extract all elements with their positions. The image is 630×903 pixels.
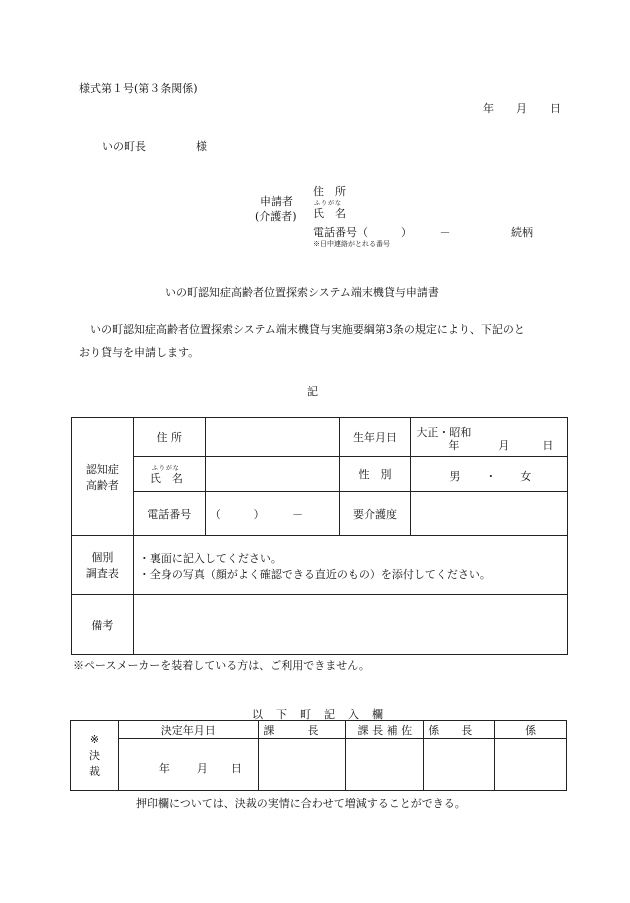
- applicant-relationship-label: 続柄: [511, 226, 533, 239]
- decision-day: 日: [230, 761, 242, 775]
- name-field[interactable]: [205, 457, 339, 492]
- date-year: 年: [483, 102, 494, 115]
- name-ruby: ふりがな: [151, 464, 180, 472]
- office-footnote: 押印欄については、決裁の実情に合わせて増減することができる。: [136, 797, 466, 810]
- care-level-label: 要介護度: [339, 492, 411, 536]
- pacemaker-note: ※ペースメーカーを装着している方は、ご利用できません。: [73, 659, 370, 672]
- office-use-heading: 以 下 町 記 入 欄: [252, 708, 384, 721]
- birth-year-label: 年: [448, 438, 460, 452]
- addressee-honorific: 様: [196, 140, 207, 153]
- staff-label: 係: [495, 721, 567, 739]
- care-level-field[interactable]: [411, 492, 568, 536]
- sub-chief-seal-field[interactable]: [424, 739, 495, 791]
- date-month: 月: [516, 102, 527, 115]
- deputy-chief-label: 課 長 補 佐: [346, 721, 424, 739]
- address-label: 住 所: [133, 418, 205, 457]
- sex-male[interactable]: 男: [449, 469, 461, 483]
- deputy-chief-seal-field[interactable]: [346, 739, 424, 791]
- remarks-label: 備考: [72, 595, 134, 655]
- decision-year: 年: [158, 761, 170, 775]
- decision-month: 月: [196, 761, 208, 775]
- applicant-phone-label: 電話番号（ ） －: [313, 226, 451, 239]
- birth-date-label: 生年月日: [339, 418, 411, 457]
- applicant-info-table: [71, 417, 568, 655]
- decision-date-label: 決定年月日: [118, 721, 258, 739]
- applicant-phone-note: ※日中連絡がとれる番号: [313, 240, 390, 248]
- decision-date-field[interactable]: [118, 739, 258, 791]
- name-label-cell: [133, 457, 205, 492]
- sex-field[interactable]: [411, 457, 568, 492]
- office-approval-table: [70, 720, 567, 791]
- approval-mark: ※ 決 裁: [71, 721, 119, 791]
- survey-note-2: ・全身の写真（顔がよく確認できる直近のもの）を添付してください。: [138, 568, 491, 581]
- body-text-line1: いの町認知症高齢者位置探索システム端末機貸与実施要綱第3条の規定により、下記のと: [90, 323, 525, 336]
- phone-label: 電話番号: [133, 492, 205, 536]
- addressee-name: いの町長: [102, 140, 146, 153]
- chief-label: 課 長: [258, 721, 346, 739]
- form-number: 様式第１号(第３条関係): [79, 82, 198, 95]
- address-field[interactable]: [205, 418, 339, 457]
- survey-notes: [133, 536, 567, 595]
- birth-month-label: 月: [498, 438, 510, 452]
- birth-date-field[interactable]: [411, 418, 568, 457]
- document-title: いの町認知症高齢者位置探索システム端末機貸与申請書: [165, 286, 439, 299]
- era-text: 大正・昭和: [416, 425, 472, 439]
- sub-chief-label: 係 長: [424, 721, 495, 739]
- sex-separator: ・: [485, 469, 497, 483]
- phone-field[interactable]: [205, 492, 339, 536]
- staff-seal-field[interactable]: [495, 739, 567, 791]
- birth-day-label: 日: [542, 438, 554, 452]
- remarks-field[interactable]: [133, 595, 567, 655]
- ki-heading: 記: [307, 385, 318, 398]
- applicant-name-ruby: ふりがな: [314, 200, 343, 207]
- sex-female[interactable]: 女: [520, 469, 532, 483]
- applicant-name-label: 氏 名: [313, 207, 346, 220]
- chief-seal-field[interactable]: [258, 739, 346, 791]
- applicant-label: 申請者: [260, 195, 293, 208]
- applicant-label-sub: (介護者): [255, 210, 297, 223]
- phone-format: （ ） －: [209, 507, 304, 521]
- applicant-address-label: 住 所: [313, 185, 346, 198]
- elderly-section-label: 認知症 高齢者: [72, 418, 134, 536]
- survey-label: 個別 調査表: [72, 536, 134, 595]
- date-day: 日: [550, 102, 561, 115]
- sex-label: 性 別: [339, 457, 411, 492]
- name-label: 氏 名: [149, 471, 183, 485]
- survey-note-1: ・裏面に記入してください。: [138, 552, 282, 565]
- body-text-line2: おり貸与を申請します。: [79, 346, 200, 359]
